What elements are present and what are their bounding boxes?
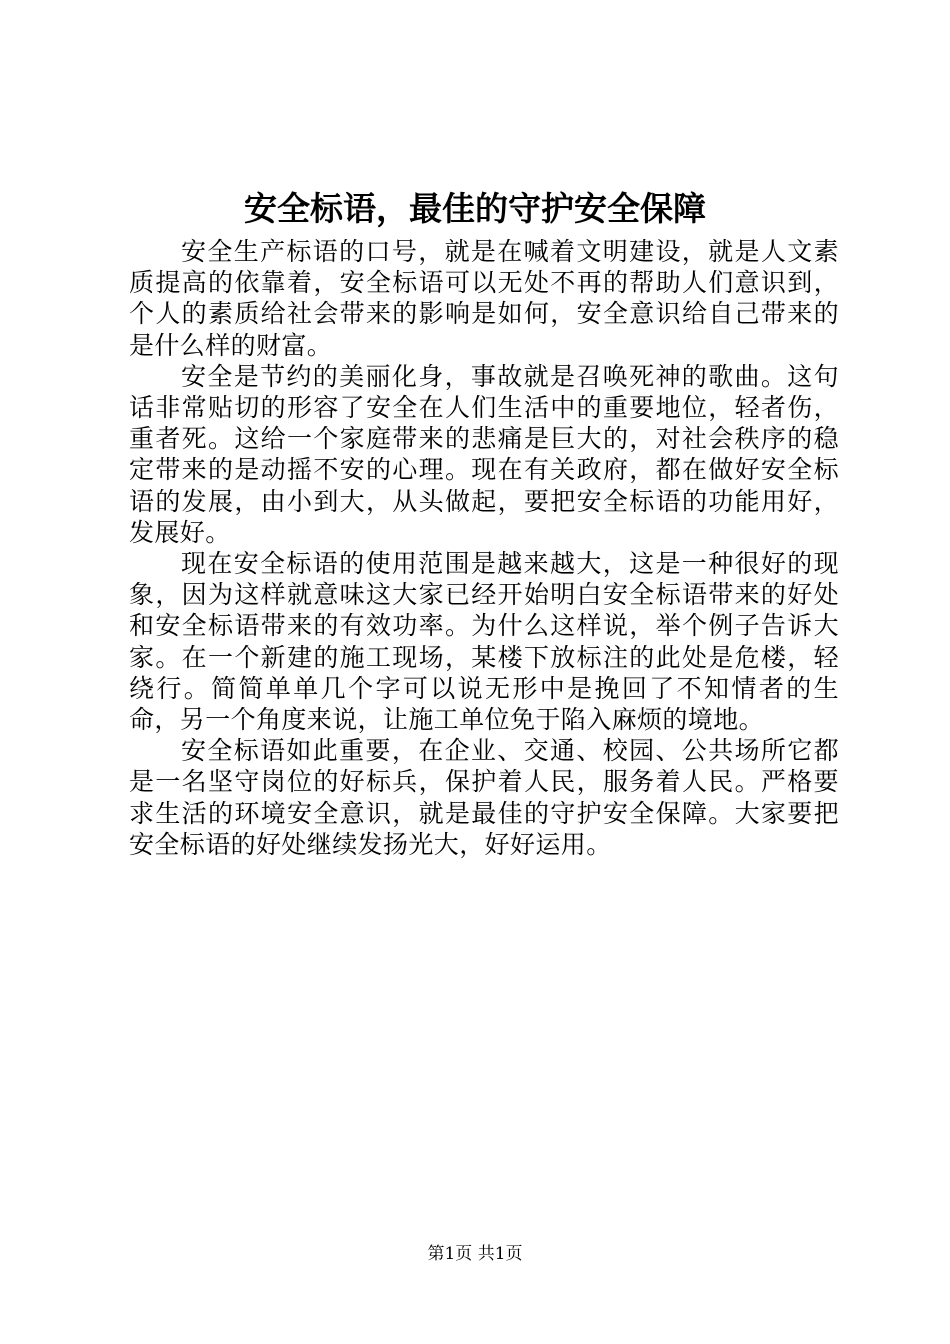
paragraph-1: 安全生产标语的口号，就是在喊着文明建设，就是人文素质提高的依靠着，安全标语可以无处不再的帮助人们意识到，个人的素质给社会带来的影响是如何，安全意识给自己带来的是什么样的财富。 (129, 237, 839, 360)
paragraph-2: 安全是节约的美丽化身，事故就是召唤死神的歌曲。这句话非常贴切的形容了安全在人们生活中的重要地位，轻者伤，重者死。这给一个家庭带来的悲痛是巨大的，对社会秩序的稳定带来的是动摇不安的心理。现在有关政府，都在做好安全标语的发展，由小到大，从头做起，要把安全标语的功能用好，发展好。 (129, 361, 839, 547)
page-title: 安全标语，最佳的守护安全保障 (244, 189, 706, 228)
paragraph-4: 安全标语如此重要，在企业、交通、校园、公共场所它都是一名坚守岗位的好标兵，保护着人民，服务着人民。严格要求生活的环境安全意识，就是最佳的守护安全保障。大家要把安全标语的好处继续发扬光大，好好运用。 (129, 736, 839, 859)
page-footer: 第1页 共1页 (427, 1244, 523, 1264)
document-body (129, 236, 839, 860)
paragraph-3: 现在安全标语的使用范围是越来越大，这是一种很好的现象，因为这样就意味这大家已经开始明白安全标语带来的好处和安全标语带来的有效功率。为什么这样说，举个例子告诉大家。在一个新建的施工现场，某楼下放标注的此处是危楼，轻绕行。简简单单几个字可以说无形中是挽回了不知情者的生命，另一个角度来说，让施工单位免于陷入麻烦的境地。 (129, 549, 839, 735)
